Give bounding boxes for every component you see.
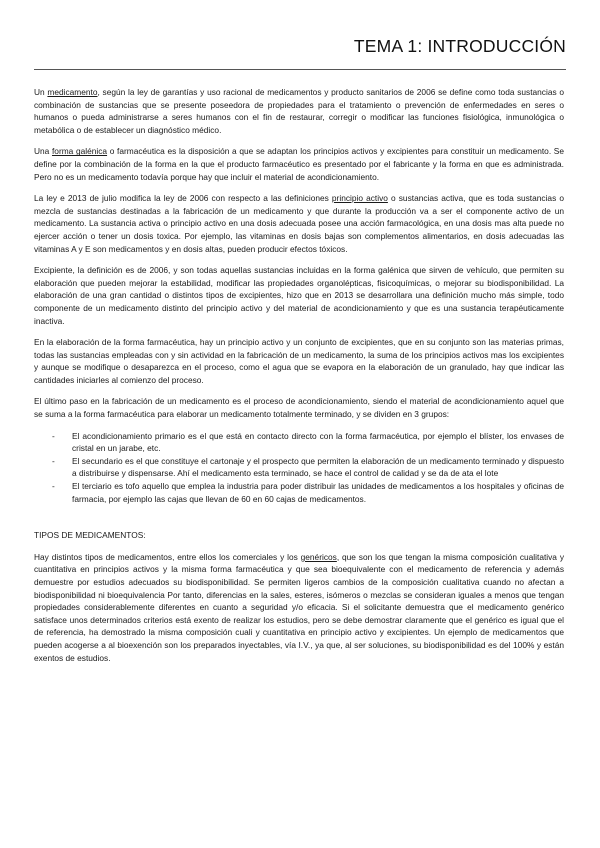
term-medicamento: medicamento [47, 87, 98, 97]
paragraph-forma-galenica [34, 145, 564, 183]
list-item: - El acondicionamiento primario es el que está en contacto directo con la forma farmacéutica, por ejemplo el blíster, los envases de cristal en un jarabe, etc. [52, 430, 564, 455]
list-item: - El terciario es tofo aquello que emplea la industria para poder distribuir las unidades de medicamentos a los hospitales y oficinas de farmacia, por ejemplo las cajas que llevan de 60 en 60 cajas de medicamentos. [52, 480, 564, 505]
paragraph-materias-primas: En la elaboración de la forma farmacéutica, hay un principio activo y un conjunto de excipientes, que en su conjunto son las materias primas, todas las sustancias empleadas con y sin actividad en la fabricación de un medicamento, la suma de los principios activos mas los excipientes y aunque se modifique o desaparezca en el proceso, como el agua que se evapora en la elaboración de un granulado, hay que indicar las cantidades iniciarles al comienzo del proceso. [34, 337, 564, 385]
paragraph-medicamento [34, 86, 564, 136]
list-item: - El secundario es el que constituye el cartonaje y el prospecto que permiten la elaboración de un medicamento terminado y dispuesto a distribuirse y dispensarse. Ahí el medicamento esta terminado, se hace el control de calidad y se da de ata el lote [52, 455, 564, 480]
p1-pre: Un [34, 87, 48, 97]
term-principio-activo: principio activo [331, 193, 388, 204]
p2-post: o farmacéutica es la disposición a que se adaptan los principios activos y excipientes para constituir un medicamento. Se define por la combinación de la forma en la que el producto farmacéutico es presentado por el fabricante y la forma en que es administrada. Pero no es un medicamento todavía porque hay que incluir el material de acondicionamiento. [34, 146, 565, 182]
title-divider [34, 69, 566, 70]
paragraph-excipiente: Excipiente, la definición es de 2006, y son todas aquellas sustancias incluidas en la forma galénica que sirven de vehículo, que permiten su elaboración que pueden mejorar la estabilidad, modificar las propiedades organolépticas, fisicoquímicas, o mejorar su biodisponibilidad. La elaboración de una gran cantidad o distintos tipos de excipientes, hizo que en 2013 se desarrollara una definición mucho más simple, todo componente de un medicamento distinto del principio activo y del material de acondicionamiento y que es una sustancia terapéuticamente inactiva. [34, 265, 564, 326]
p2-pre: Una [34, 146, 52, 157]
p3-pre: La ley e 2013 de julio modifica la ley de 2006 con respecto a las definiciones [34, 193, 332, 204]
document-body [34, 86, 564, 673]
paragraph-tipos-medicamentos [34, 551, 564, 664]
page-title: TEMA 1: INTRODUCCIÓN [353, 36, 566, 56]
acondicionamiento-groups-list [34, 430, 564, 506]
paragraph-principio-activo [34, 192, 564, 255]
section-post: , que son los que tengan la misma composición cualitativa y cuantitativa en principios activos y la misma forma farmacéutica y que sea bioequivalente con el medicamento de referencia y además demuestre por estudios adecuados su biodisponibilidad. Se permiten ligeros cambios de la composición cualitativa cuando no afectan a biodisponibilidad ni bioequivalencia Por tanto, diferencias en la sales, esteres, isómeros o mezclas se consideran iguales a menos que tengan propiedades considerablemente diferentes en cuanto a seguridad y/o eficacia. Si el solicitante demuestra que el medicamento genérico satisface unos determinados criterios está exento de realizar los estudios, pero se debe demostrar claramente que el genérico es igual que el de referencia, ha demostrado la misma composición cuali y cuantitativa en principio activo y excipientes. Un ejemplo de medicamentos que pueden acogerse a al bioexención son los preparados inyectables, vía I.V., ya que, al ser soluciones, su biodisponibilidad es del 100% y están exentos de estudios. [34, 551, 564, 663]
p1-post: , según la ley de garantías y uso racional de medicamentos y producto sanitarios de 2006 se define como toda sustancias o combinación de sustancias que se presente poseedora de propiedades para el tratamiento o prevención de enfermedades en seres o humanos o pueda administrarse a seres humanos con el fin de restaurar, corregir o modificar las funciones fisiológica, inmunológica o metabólica o de establecer un diagnóstico médico. [34, 87, 565, 135]
paragraph-acondicionamiento: El último paso en la fabricación de un medicamento es el proceso de acondicionamiento, siendo el material de acondicionamiento aquel que se suma a la forma farmacéutica para elaborar un medicamento totalmente terminado, y se dividen en 3 grupos: [34, 396, 564, 420]
term-genericos: genéricos [300, 551, 337, 562]
section-pre: Hay distintos tipos de medicamentos, entre ellos los comerciales y los [34, 551, 301, 562]
section-heading: TIPOS DE MEDICAMENTOS: [34, 530, 146, 541]
term-forma-galenica: forma galénica [51, 146, 108, 157]
p3-post: o sustancias activa, que es toda sustancias o mezcla de sustancias destinadas a la fabricación de un medicamento y que durante la producción va a ser el componente activo de un medicamento. La sustancia activa o principio activo en una dosis adecuada posee una acción farmacológica, en una dosis mas alta puede no ejercer acción o tener un dosis toxica. Por ejemplo, las vitaminas en dosis bajas son complementos alimentarios, en dosis adecuadas las vitaminas A y E son medicamentos y en dosis altas, pueden producir efectos tóxicos. [34, 193, 564, 254]
